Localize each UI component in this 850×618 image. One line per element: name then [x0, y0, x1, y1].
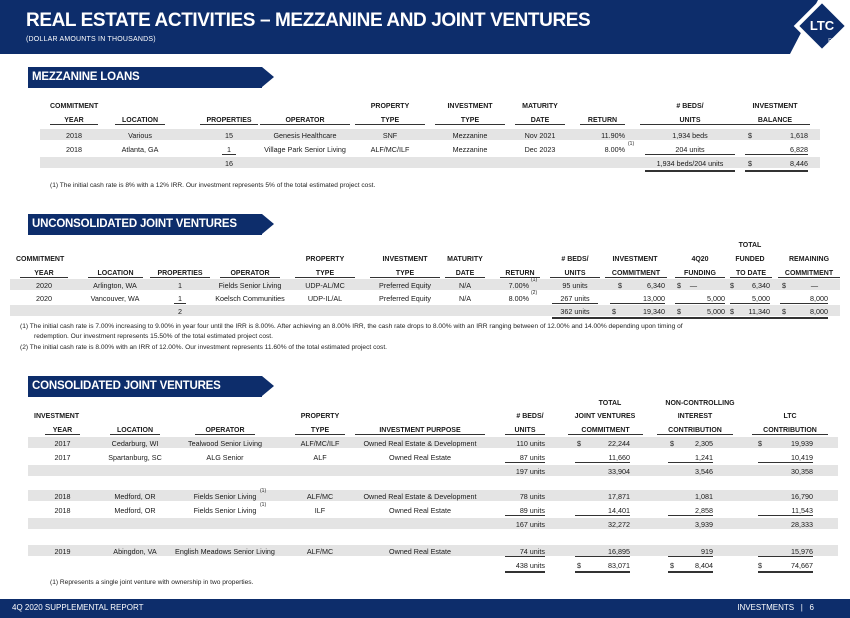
col-header: INVESTMENT — [34, 413, 80, 420]
col-header: NON-CONTROLLING — [665, 400, 735, 407]
footnote-ref: (2) — [531, 290, 538, 296]
col-header: COMMITMENT — [605, 270, 667, 278]
col-header: # BEDS/ — [676, 103, 704, 110]
col-header: TOTAL — [598, 400, 622, 407]
col-header: LOCATION — [110, 427, 160, 435]
col-header: TOTAL — [738, 242, 762, 249]
footer-section — [737, 603, 814, 612]
col-header: PROPERTY — [305, 256, 345, 263]
col-header: COMMITMENT — [50, 103, 99, 110]
footnote: (1) Represents a single joint venture with ownership in two properties. — [50, 579, 254, 586]
col-header: RETURN — [580, 117, 625, 125]
col-header: OPERATOR — [260, 117, 350, 125]
col-header: UNITS — [640, 117, 740, 125]
footnote: (2) The initial cash rate is 8.00% with an IRR of 12.00%. Our investment represents 11.60% of the total estimated project cost. — [20, 344, 387, 351]
col-header: FUNDED — [735, 256, 765, 263]
separator: | — [800, 603, 803, 612]
svg-text:LTC: LTC — [809, 18, 835, 33]
col-header: REMAINING — [788, 256, 830, 263]
mezzanine-loans-label: MEZZANINE LOANS — [32, 71, 140, 83]
col-header: INTEREST — [677, 413, 713, 420]
footnote-ref: (1) — [628, 141, 635, 147]
page-title: REAL ESTATE ACTIVITIES – MEZZANINE AND JOINT VENTURES — [26, 10, 591, 31]
footnote: (1) The initial cash rate is 7.00% increasing to 9.00% in year four until the IRR is 8.00%. After achieving an 8.00% IRR, the cash rate drops to 8.00% with an IRR ranging between of 12.00% and 14.00% depending upon timing of — [20, 323, 683, 330]
col-header: PROPERTY — [370, 103, 410, 110]
col-header: TYPE — [435, 117, 505, 125]
svg-text:REIT: REIT — [828, 38, 840, 44]
section-name: INVESTMENTS — [737, 603, 795, 612]
col-header: TYPE — [295, 427, 345, 435]
col-header: INVESTMENT — [612, 256, 658, 263]
ltc-reit-logo — [792, 2, 848, 54]
col-header: DATE — [515, 117, 565, 125]
col-header: DATE — [445, 270, 485, 278]
col-header: YEAR — [50, 117, 98, 125]
col-header: MATURITY — [522, 103, 558, 110]
col-header: LOCATION — [88, 270, 143, 278]
col-header: INVESTMENT — [382, 256, 428, 263]
col-header: LOCATION — [115, 117, 165, 125]
col-header: LTC — [783, 413, 797, 420]
col-header: COMMITMENT — [778, 270, 840, 278]
col-header: INVESTMENT — [752, 103, 798, 110]
report-name: 4Q 2020 SUPPLEMENTAL REPORT — [12, 603, 144, 612]
footnote: redemption. Our investment represents 15.50% of the total estimated project cost. — [34, 333, 273, 340]
col-header: TYPE — [355, 117, 425, 125]
unconsolidated-jv-label: UNCONSOLIDATED JOINT VENTURES — [32, 218, 237, 230]
col-header: BALANCE — [740, 117, 810, 125]
col-header: 4Q20 — [691, 256, 709, 263]
col-header: COMMITMENT — [16, 256, 65, 263]
footnote-ref: (1) — [260, 488, 267, 494]
col-header: YEAR — [20, 270, 68, 278]
col-header: TYPE — [295, 270, 355, 278]
page-footer — [0, 599, 850, 618]
col-header: RETURN — [500, 270, 540, 278]
col-header: COMMITMENT — [568, 427, 643, 435]
col-header: INVESTMENT PURPOSE — [355, 427, 485, 435]
col-header: PROPERTY — [300, 413, 340, 420]
col-header: TYPE — [370, 270, 440, 278]
col-header: # BEDS/ — [516, 413, 544, 420]
col-header: INVESTMENT — [447, 103, 493, 110]
col-header: YEAR — [45, 427, 80, 435]
page-subtitle: (DOLLAR AMOUNTS IN THOUSANDS) — [26, 36, 156, 43]
footnote-ref: (1) — [531, 277, 538, 283]
col-header: UNITS — [505, 427, 545, 435]
col-header: JOINT VENTURES — [574, 413, 636, 420]
col-header: MATURITY — [447, 256, 483, 263]
col-header: CONTRIBUTION — [657, 427, 733, 435]
col-header: CONTRIBUTION — [752, 427, 828, 435]
consolidated-jv-label: CONSOLIDATED JOINT VENTURES — [32, 380, 221, 392]
col-header: OPERATOR — [220, 270, 280, 278]
page-header — [0, 0, 850, 54]
col-header: FUNDING — [675, 270, 725, 278]
col-header: TO DATE — [730, 270, 772, 278]
footnote: (1) The initial cash rate is 8% with a 12% IRR. Our investment represents 5% of the total estimated project cost. — [50, 182, 376, 189]
col-header: PROPERTIES — [150, 270, 210, 278]
col-header: OPERATOR — [195, 427, 255, 435]
footnote-ref: (1) — [260, 502, 267, 508]
page-number: 6 — [809, 603, 814, 612]
col-header: PROPERTIES — [200, 117, 258, 125]
col-header: UNITS — [550, 270, 600, 278]
col-header: # BEDS/ — [561, 256, 589, 263]
